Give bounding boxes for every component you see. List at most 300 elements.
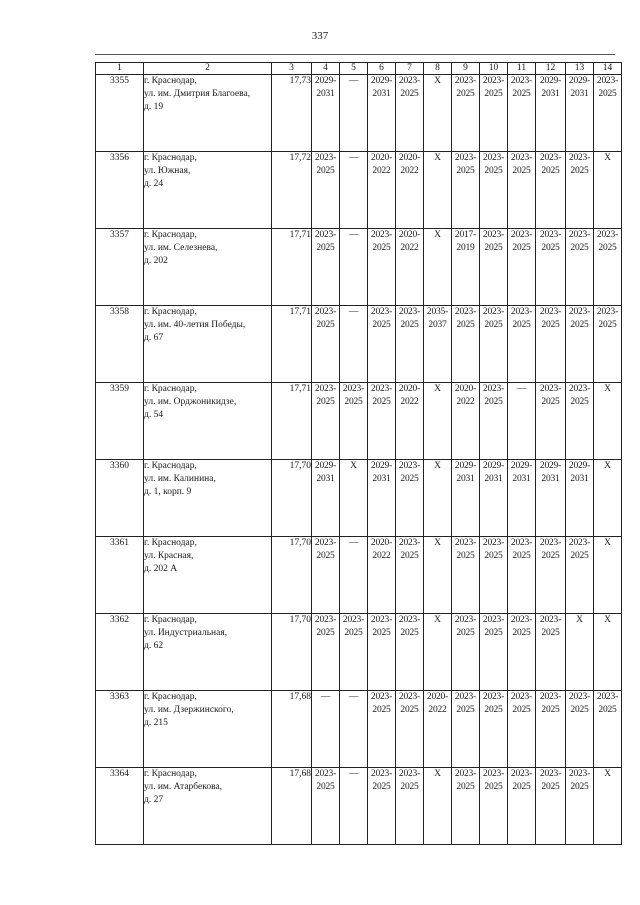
period-line: 2023- xyxy=(510,615,533,625)
period-line: 2023- xyxy=(314,384,337,394)
period-line: 2022 xyxy=(428,705,447,715)
period-line: — xyxy=(348,769,359,779)
period-line: 2035- xyxy=(426,307,449,317)
period-cell xyxy=(424,537,452,614)
period-line: X xyxy=(434,538,441,548)
period-line: 2025 xyxy=(570,551,589,561)
period-line: 2020- xyxy=(398,153,421,163)
period-line: 2025 xyxy=(541,628,560,638)
period-line: 2029- xyxy=(510,461,533,471)
period-line: 2025 xyxy=(598,243,617,253)
table-row xyxy=(96,152,622,229)
period-line: 2025 xyxy=(484,551,503,561)
address-line: ул. им. Селезнева, xyxy=(144,243,218,253)
period-line: 2023- xyxy=(482,615,505,625)
period-cell xyxy=(508,306,536,383)
period-cell xyxy=(312,306,340,383)
period-cell xyxy=(508,75,536,152)
period-line: 2025 xyxy=(541,320,560,330)
period-cell xyxy=(508,229,536,306)
period-line: 2025 xyxy=(541,397,560,407)
period-cell xyxy=(368,768,396,845)
table-row xyxy=(96,614,622,691)
period-line: 2023- xyxy=(539,384,562,394)
period-cell xyxy=(508,460,536,537)
period-line: 2029- xyxy=(370,461,393,471)
period-line: 2025 xyxy=(541,166,560,176)
period-line: 2025 xyxy=(484,89,503,99)
period-line: 2023- xyxy=(568,153,591,163)
period-line: 2025 xyxy=(400,474,419,484)
period-line: 2023- xyxy=(314,230,337,240)
header-separator xyxy=(95,54,615,55)
period-cell xyxy=(566,75,594,152)
value-cell: 17,68 xyxy=(272,691,312,768)
period-cell xyxy=(452,537,480,614)
period-cell xyxy=(508,691,536,768)
period-line: 2025 xyxy=(344,397,363,407)
period-line: 2029- xyxy=(314,76,337,86)
period-cell xyxy=(536,537,566,614)
column-header: 5 xyxy=(340,63,368,75)
period-line: — xyxy=(348,307,359,317)
period-line: 2025 xyxy=(541,782,560,792)
period-line: 2023- xyxy=(342,615,365,625)
period-line: 2025 xyxy=(400,628,419,638)
period-line: X xyxy=(604,384,611,394)
period-line: 2031 xyxy=(316,89,335,99)
period-line: 2023- xyxy=(314,769,337,779)
period-line: 2023- xyxy=(342,384,365,394)
period-line: 2025 xyxy=(570,705,589,715)
period-line: 2031 xyxy=(372,89,391,99)
period-line: 2023- xyxy=(370,384,393,394)
column-header: 7 xyxy=(396,63,424,75)
period-line: 2023- xyxy=(510,76,533,86)
column-header: 1 xyxy=(96,63,144,75)
period-cell xyxy=(566,537,594,614)
address-line: г. Краснодар, xyxy=(144,76,197,86)
address-line: д. 202 А xyxy=(144,564,178,574)
period-cell xyxy=(396,537,424,614)
column-header-row xyxy=(96,63,622,75)
period-cell xyxy=(452,152,480,229)
period-cell xyxy=(594,383,622,460)
period-line: 2020- xyxy=(426,692,449,702)
period-line: X xyxy=(350,461,357,471)
period-line: 2025 xyxy=(372,243,391,253)
period-cell xyxy=(424,306,452,383)
period-line: X xyxy=(434,153,441,163)
period-cell xyxy=(396,460,424,537)
period-cell xyxy=(536,75,566,152)
period-line: 2023- xyxy=(454,153,477,163)
address-line: ул. Красная, xyxy=(144,551,194,561)
period-cell xyxy=(340,383,368,460)
period-cell xyxy=(566,768,594,845)
period-line: 2023- xyxy=(568,230,591,240)
row-number: 3360 xyxy=(96,460,144,537)
period-cell xyxy=(396,383,424,460)
period-line: 2020- xyxy=(370,153,393,163)
address-line: г. Краснодар, xyxy=(144,615,197,625)
period-line: 2023- xyxy=(370,230,393,240)
row-number: 3356 xyxy=(96,152,144,229)
column-header: 2 xyxy=(144,63,272,75)
period-cell xyxy=(312,537,340,614)
period-cell xyxy=(312,614,340,691)
address-cell xyxy=(144,768,272,845)
period-cell xyxy=(594,229,622,306)
period-cell xyxy=(536,768,566,845)
period-line: X xyxy=(604,615,611,625)
period-line: 2025 xyxy=(484,320,503,330)
period-cell xyxy=(368,460,396,537)
period-line: 2025 xyxy=(372,705,391,715)
value-cell: 17,70 xyxy=(272,537,312,614)
period-line: 2025 xyxy=(456,782,475,792)
period-cell xyxy=(312,75,340,152)
period-line: 2023- xyxy=(482,692,505,702)
address-line: ул. им. Калинина, xyxy=(144,474,216,484)
period-cell xyxy=(452,75,480,152)
period-line: 2023- xyxy=(454,76,477,86)
period-line: 2025 xyxy=(456,551,475,561)
period-cell xyxy=(368,75,396,152)
period-line: 2025 xyxy=(484,397,503,407)
period-line: 2023- xyxy=(568,692,591,702)
period-line: 2023- xyxy=(314,153,337,163)
period-line: X xyxy=(604,153,611,163)
period-line: 2025 xyxy=(456,705,475,715)
column-header: 10 xyxy=(480,63,508,75)
period-line: 2023- xyxy=(596,307,619,317)
period-line: 2025 xyxy=(512,166,531,176)
period-line: X xyxy=(434,230,441,240)
period-cell xyxy=(566,152,594,229)
period-cell xyxy=(480,691,508,768)
column-header: 8 xyxy=(424,63,452,75)
table-row xyxy=(96,306,622,383)
period-line: 2023- xyxy=(510,230,533,240)
period-cell xyxy=(508,614,536,691)
period-cell xyxy=(368,152,396,229)
period-line: — xyxy=(320,692,331,702)
period-line: 2025 xyxy=(598,89,617,99)
period-line: 2022 xyxy=(456,397,475,407)
column-header: 9 xyxy=(452,63,480,75)
period-line: 2023- xyxy=(398,307,421,317)
period-line: 2029- xyxy=(568,461,591,471)
row-number: 3363 xyxy=(96,691,144,768)
period-cell xyxy=(340,229,368,306)
address-cell xyxy=(144,229,272,306)
period-line: 2023- xyxy=(370,769,393,779)
period-cell xyxy=(312,691,340,768)
period-line: 2025 xyxy=(344,628,363,638)
column-header: 11 xyxy=(508,63,536,75)
period-cell xyxy=(452,691,480,768)
value-cell: 17,71 xyxy=(272,229,312,306)
period-cell xyxy=(340,691,368,768)
value-cell: 17,72 xyxy=(272,152,312,229)
value-cell: 17,71 xyxy=(272,383,312,460)
address-cell xyxy=(144,537,272,614)
column-header: 13 xyxy=(566,63,594,75)
period-line: 2025 xyxy=(456,89,475,99)
period-line: 2023- xyxy=(539,230,562,240)
period-cell xyxy=(452,229,480,306)
row-number: 3358 xyxy=(96,306,144,383)
table-row xyxy=(96,383,622,460)
address-cell xyxy=(144,152,272,229)
period-cell xyxy=(566,614,594,691)
address-line: ул. им. Атарбекова, xyxy=(144,782,223,792)
period-cell xyxy=(396,691,424,768)
value-cell: 17,68 xyxy=(272,768,312,845)
period-line: 2023- xyxy=(539,538,562,548)
value-cell: 17,71 xyxy=(272,306,312,383)
period-cell xyxy=(480,614,508,691)
period-cell xyxy=(340,614,368,691)
period-line: 2025 xyxy=(570,166,589,176)
period-line: 2025 xyxy=(372,782,391,792)
period-cell xyxy=(424,152,452,229)
period-line: 2020- xyxy=(398,384,421,394)
period-line: X xyxy=(434,461,441,471)
period-line: 2022 xyxy=(400,166,419,176)
period-cell xyxy=(594,306,622,383)
period-line: 2023- xyxy=(398,538,421,548)
address-line: д. 27 xyxy=(144,795,164,805)
row-number: 3361 xyxy=(96,537,144,614)
period-cell xyxy=(340,75,368,152)
row-number: 3359 xyxy=(96,383,144,460)
period-line: 2023- xyxy=(454,692,477,702)
address-cell xyxy=(144,306,272,383)
period-line: 2023- xyxy=(370,692,393,702)
period-cell xyxy=(340,152,368,229)
period-cell xyxy=(480,152,508,229)
period-line: 2023- xyxy=(398,76,421,86)
period-line: 2023- xyxy=(510,307,533,317)
period-cell xyxy=(594,768,622,845)
period-cell xyxy=(566,691,594,768)
period-line: 2025 xyxy=(400,705,419,715)
period-line: 2023- xyxy=(482,76,505,86)
period-cell xyxy=(396,768,424,845)
value-cell: 17,70 xyxy=(272,460,312,537)
period-line: 2023- xyxy=(454,307,477,317)
period-line: 2025 xyxy=(512,628,531,638)
period-line: 2025 xyxy=(316,243,335,253)
period-line: 2025 xyxy=(316,782,335,792)
period-cell xyxy=(508,768,536,845)
period-line: 2022 xyxy=(372,551,391,561)
period-cell xyxy=(424,691,452,768)
period-line: 2029- xyxy=(314,461,337,471)
period-cell xyxy=(368,537,396,614)
period-cell xyxy=(368,306,396,383)
period-cell xyxy=(424,460,452,537)
period-line: 2023- xyxy=(314,307,337,317)
period-line: 2025 xyxy=(316,397,335,407)
period-line: 2031 xyxy=(512,474,531,484)
period-line: 2029- xyxy=(370,76,393,86)
period-line: 2025 xyxy=(598,320,617,330)
address-cell xyxy=(144,691,272,768)
period-line: 2025 xyxy=(316,628,335,638)
period-line: 2025 xyxy=(598,705,617,715)
row-number: 3357 xyxy=(96,229,144,306)
period-line: 2029- xyxy=(482,461,505,471)
period-line: X xyxy=(434,384,441,394)
period-cell xyxy=(396,306,424,383)
period-cell xyxy=(594,691,622,768)
period-cell xyxy=(312,383,340,460)
period-line: 2025 xyxy=(541,705,560,715)
period-line: — xyxy=(348,230,359,240)
period-cell xyxy=(368,383,396,460)
period-line: 2023- xyxy=(568,538,591,548)
period-cell xyxy=(396,614,424,691)
period-line: 2029- xyxy=(539,461,562,471)
period-cell xyxy=(536,460,566,537)
period-line: 2025 xyxy=(512,705,531,715)
period-cell xyxy=(480,460,508,537)
period-line: 2023- xyxy=(482,769,505,779)
table-row xyxy=(96,768,622,845)
period-cell xyxy=(480,229,508,306)
period-line: 2023- xyxy=(482,153,505,163)
period-line: 2025 xyxy=(484,243,503,253)
period-line: 2023- xyxy=(398,692,421,702)
period-cell xyxy=(340,768,368,845)
period-cell xyxy=(536,229,566,306)
period-line: 2023- xyxy=(539,692,562,702)
period-line: 2031 xyxy=(541,89,560,99)
period-line: 2031 xyxy=(372,474,391,484)
period-cell xyxy=(340,306,368,383)
period-line: 2025 xyxy=(316,320,335,330)
period-line: 2029- xyxy=(454,461,477,471)
period-line: 2025 xyxy=(316,166,335,176)
period-cell xyxy=(536,614,566,691)
period-cell xyxy=(312,460,340,537)
period-line: 2025 xyxy=(400,320,419,330)
period-cell xyxy=(536,306,566,383)
column-header: 4 xyxy=(312,63,340,75)
period-line: 2020- xyxy=(370,538,393,548)
address-line: ул. им. 40-летия Победы, xyxy=(144,320,246,330)
period-cell xyxy=(424,614,452,691)
period-line: 2023- xyxy=(596,692,619,702)
period-line: 2023- xyxy=(482,230,505,240)
period-cell xyxy=(368,691,396,768)
address-line: г. Краснодар, xyxy=(144,769,197,779)
period-cell xyxy=(480,306,508,383)
period-line: 2031 xyxy=(541,474,560,484)
period-line: 2023- xyxy=(510,153,533,163)
period-cell xyxy=(424,229,452,306)
period-line: 2025 xyxy=(456,628,475,638)
address-line: г. Краснодар, xyxy=(144,538,197,548)
period-line: 2037 xyxy=(428,320,447,330)
period-cell xyxy=(566,306,594,383)
page-number: 337 xyxy=(311,30,329,42)
period-line: 2025 xyxy=(484,705,503,715)
period-cell xyxy=(508,383,536,460)
period-line: X xyxy=(604,769,611,779)
period-cell xyxy=(508,152,536,229)
period-line: 2025 xyxy=(400,782,419,792)
period-line: 2023- xyxy=(454,538,477,548)
value-cell: 17,73 xyxy=(272,75,312,152)
period-cell xyxy=(340,537,368,614)
period-line: 2023- xyxy=(398,769,421,779)
period-line: 2031 xyxy=(570,89,589,99)
address-cell xyxy=(144,383,272,460)
period-line: 2017- xyxy=(454,230,477,240)
period-line: 2029- xyxy=(568,76,591,86)
period-cell xyxy=(452,768,480,845)
period-cell xyxy=(566,229,594,306)
period-line: 2025 xyxy=(372,628,391,638)
period-line: 2023- xyxy=(482,538,505,548)
period-line: 2022 xyxy=(400,243,419,253)
period-line: 2023- xyxy=(482,384,505,394)
period-line: 2023- xyxy=(454,769,477,779)
period-line: 2023- xyxy=(539,307,562,317)
address-line: д. 62 xyxy=(144,641,164,651)
period-line: — xyxy=(348,153,359,163)
period-line: 2020- xyxy=(398,230,421,240)
period-cell xyxy=(536,691,566,768)
period-line: 2025 xyxy=(372,397,391,407)
period-cell xyxy=(312,229,340,306)
period-line: 2031 xyxy=(456,474,475,484)
period-cell xyxy=(480,75,508,152)
period-cell xyxy=(396,152,424,229)
period-line: 2023- xyxy=(370,307,393,317)
period-line: 2019 xyxy=(456,243,475,253)
column-header: 3 xyxy=(272,63,312,75)
period-line: 2023- xyxy=(454,615,477,625)
period-line: 2025 xyxy=(456,166,475,176)
column-header: 14 xyxy=(594,63,622,75)
period-line: 2031 xyxy=(484,474,503,484)
period-line: 2025 xyxy=(570,397,589,407)
period-cell xyxy=(452,614,480,691)
period-cell xyxy=(566,383,594,460)
period-line: 2029- xyxy=(539,76,562,86)
period-line: 2025 xyxy=(484,782,503,792)
address-line: ул. им. Дмитрия Благоева, xyxy=(144,89,251,99)
period-cell xyxy=(452,383,480,460)
period-line: 2023- xyxy=(510,538,533,548)
row-number: 3364 xyxy=(96,768,144,845)
address-line: д. 202 xyxy=(144,256,168,266)
period-cell xyxy=(480,383,508,460)
value-cell: 17,70 xyxy=(272,614,312,691)
period-line: 2022 xyxy=(372,166,391,176)
period-line: 2023- xyxy=(596,76,619,86)
period-cell xyxy=(396,229,424,306)
period-cell xyxy=(594,152,622,229)
address-line: д. 1, корп. 9 xyxy=(144,487,192,497)
period-line: — xyxy=(516,384,527,394)
period-line: X xyxy=(434,76,441,86)
